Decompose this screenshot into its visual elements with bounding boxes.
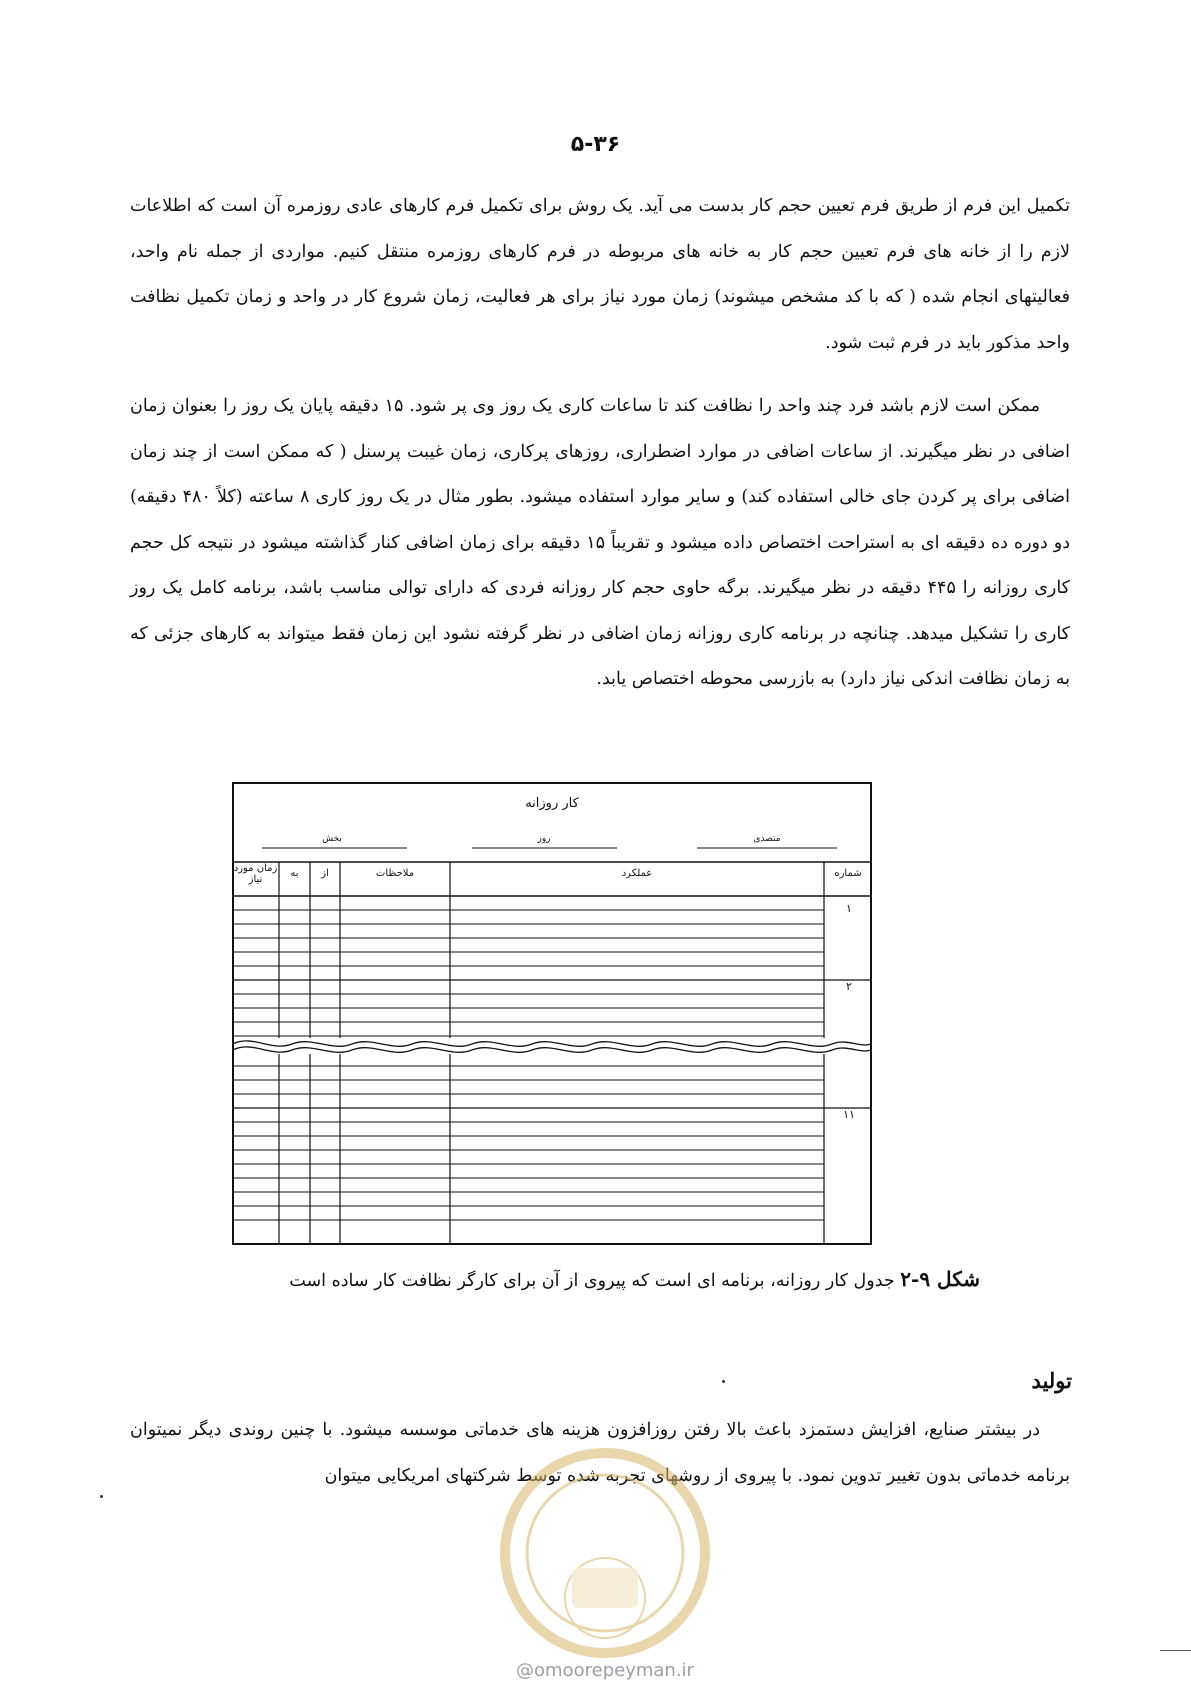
- stray-dot: [722, 1380, 725, 1383]
- figure-caption: [130, 1267, 980, 1291]
- column-header-to: به: [290, 868, 299, 879]
- paragraph-text: در بیشتر صنایع، افزایش دستمزد باعث بالا رفتن روزافزون هزینه های خدماتی موسسه میشود. با چنین روندی دیگر نمیتوان برنامه خدماتی بدون تغییر تدوین نمود. با پیروی از روشهای تجربه شده توسط شرکتهای امریکایی میتوان: [130, 1420, 1070, 1486]
- row-number: ۱۱: [843, 1108, 855, 1121]
- column-header-from: از: [321, 868, 329, 879]
- stray-dot: [100, 1495, 103, 1498]
- watermark-emblem-icon: [480, 1448, 730, 1658]
- column-header-time-needed: زمان مورد نیاز: [233, 863, 278, 885]
- row-number: ۱: [846, 902, 852, 915]
- day-field-label: روز: [537, 834, 551, 844]
- paragraph-text: تکمیل این فرم از طریق فرم تعیین حجم کار بدست می آید. یک روش برای تکمیل فرم کارهای عادی روزمره آن است که اطلاعات لازم را از خانه های فرم تعیین حجم کار به خانه های مربوطه در فرم کارهای روزمره منتقل کنیم. مواردی از جمله نام واحد، فعالیتهای انجام شده ( که با کد مشخص میشوند) زمان مورد نیاز برای هر فعالیت، زمان شروع کار در واحد و زمان تکمیل نظافت واحد مذکور باید در فرم ثبت شود.: [130, 196, 1070, 353]
- figure-caption-label: شکل ۹-۲: [900, 1267, 980, 1291]
- worker-field-label: متصدی: [753, 834, 781, 844]
- column-header-notes: ملاحظات: [375, 868, 415, 879]
- margin-mark: [1160, 1650, 1191, 1651]
- figure-caption-text: جدول کار روزانه، برنامه ای است که پیروی از آن برای کارگر نظافت کار ساده است: [289, 1271, 901, 1291]
- form-title: کار روزانه: [525, 796, 579, 811]
- column-header-number: شماره: [834, 868, 862, 879]
- form-table-drawing: [232, 782, 872, 1245]
- row-number: ۲: [846, 980, 852, 993]
- watermark-url: @omoorepeyman.ir: [516, 1660, 694, 1681]
- page-number: ۵-۳۶: [570, 132, 621, 157]
- department-field-label: بخش: [322, 834, 342, 844]
- column-header-task: عملکرد: [621, 868, 653, 879]
- paragraph-2: [130, 384, 1070, 703]
- watermark-logo: [480, 1448, 730, 1658]
- daily-work-form-figure: [232, 782, 872, 1245]
- section-heading: تولید: [1031, 1368, 1072, 1393]
- paragraph-text: ممکن است لازم باشد فرد چند واحد را نظافت کند تا ساعات کاری یک روز وی پر شود. ۱۵ دقیقه پایان یک روز را بعنوان زمان اضافی در نظر میگیرند. از ساعات اضافی در موارد اضطراری، روزهای پرکاری، زمان غیبت پرسنل ( که ممکن است از چند زمان اضافی برای پر کردن جای خالی استفاده کند) و سایر موارد استفاده میشود. بطور مثال در یک روز کاری ۸ ساعته (کلاً ۴۸۰ دقیقه) دو دوره ده دقیقه ای به استراحت اختصاص داده میشود و تقریباً ۱۵ دقیقه برای زمان اضافی کنار گذاشته میشود در نتیجه کل حجم کاری روزانه را ۴۴۵ دقیقه در نظر میگیرند. برگه حاوی حجم کار روزانه فردی که دارای توالی مناسب باشد، برنامه کامل یک روز کاری را تشکیل میدهد. چنانچه در برنامه کاری روزانه زمان اضافی در نظر گرفته نشود این زمان فقط میتواند به کارهای جزئی که به زمان نظافت اندکی نیاز دارد) به بازرسی محوطه اختصاص یابد.: [130, 396, 1071, 689]
- paragraph-1: [130, 184, 1070, 366]
